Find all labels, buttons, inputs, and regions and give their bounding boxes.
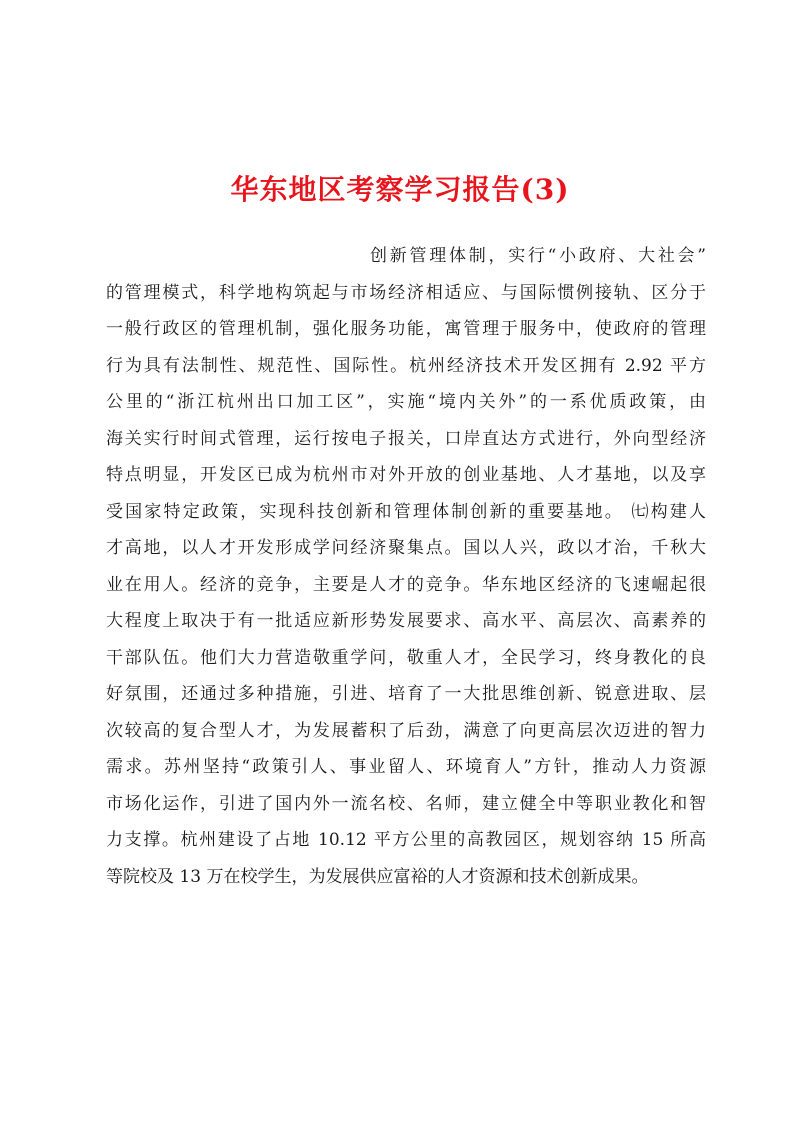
paragraph-line: 业在用人。经济的竞争，主要是人才的竞争。华东地区经济的飞速崛起很 xyxy=(106,574,706,595)
paragraph-line: 市场化运作，引进了国内外一流名校、名师，建立健全中等职业教化和智 xyxy=(106,793,706,814)
page-title: 华东地区考察学习报告(3) xyxy=(230,173,570,206)
paragraph-line: 特点明显，开发区已成为杭州市对外开放的创业基地、人才基地，以及享 xyxy=(106,465,706,485)
paragraph-line: 行为具有法制性、规范性、国际性。杭州经济技术开发区拥有 2.92 平方 xyxy=(106,355,706,376)
paragraph-line: 海关实行时间式管理，运行按电子报关，口岸直达方式进行，外向型经济 xyxy=(106,428,706,449)
paragraph-line: 的管理模式，科学地构筑起与市场经济相适应、与国际惯例接轨、区分于 xyxy=(106,282,706,303)
paragraph-line: 才高地，以人才开发形成学问经济聚集点。国以人兴，政以才治，千秋大 xyxy=(106,538,706,558)
paragraph-line: 力支撑。杭州建设了占地 10.12 平方公里的高教园区，规划容纳 15 所高 xyxy=(106,830,706,850)
body-text xyxy=(106,238,706,895)
paragraph-line: 等院校及 13 万在校学生，为发展供应富裕的人才资源和技术创新成果。 xyxy=(106,866,649,887)
paragraph-line: 干部队伍。他们大力营造敬重学问，敬重人才，全民学习，终身教化的良 xyxy=(106,647,706,668)
paragraph-line: 次较高的复合型人才，为发展蓄积了后劲，满意了向更高层次迈进的智力 xyxy=(106,720,706,741)
paragraph-line: 一般行政区的管理机制，强化服务功能，寓管理于服务中，使政府的管理 xyxy=(106,319,706,339)
paragraph-line: 需求。苏州坚持“政策引人、事业留人、环境育人”方针，推动人力资源 xyxy=(106,757,706,777)
paragraph-line: 公里的“浙江杭州出口加工区”，实施“境内关外”的一系优质政策，由 xyxy=(106,392,706,412)
paragraph-line: 好氛围，还通过多种措施，引进、培育了一大批思维创新、锐意进取、层 xyxy=(106,684,706,704)
paragraph-line: 大程度上取决于有一批适应新形势发展要求、高水平、高层次、高素养的 xyxy=(106,611,706,631)
paragraph-line: 创新管理体制，实行“小政府、大社会” xyxy=(370,246,706,266)
paragraph-line: 受国家特定政策，实现科技创新和管理体制创新的重要基地。 ㈦构建人 xyxy=(106,501,706,522)
